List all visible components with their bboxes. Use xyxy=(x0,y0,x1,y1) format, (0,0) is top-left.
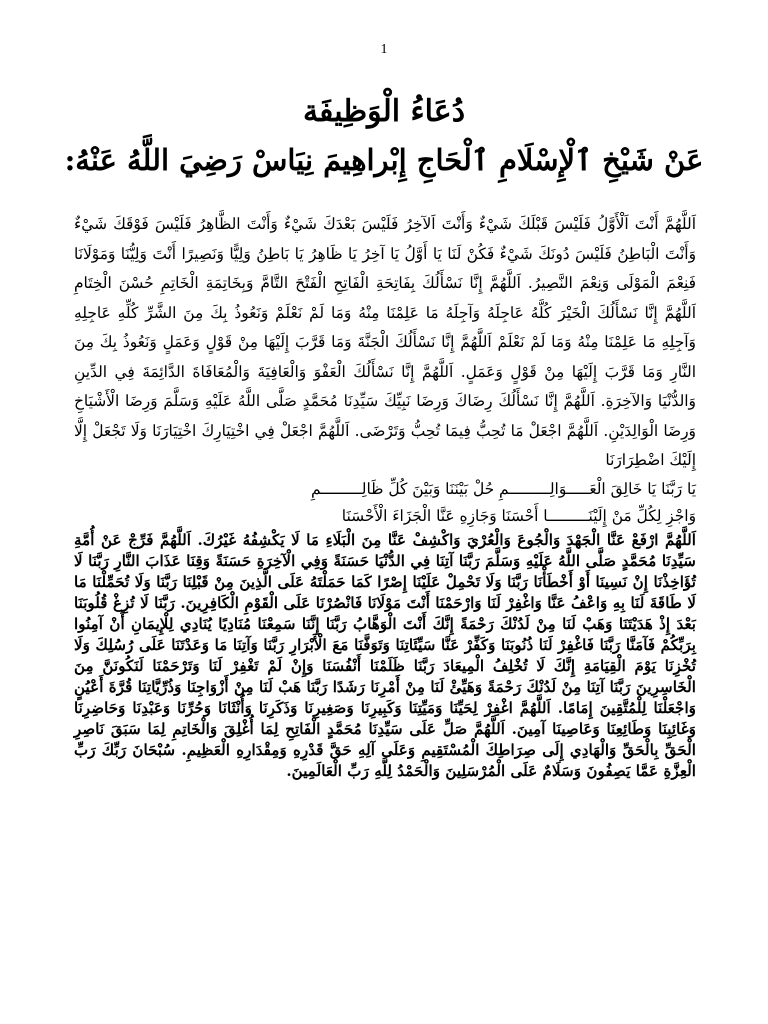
prayer-paragraph: اَللَّهُمَّ أَنْتَ اَلْأَوَّلُ فَلَيْسَ قَبْلَكَ شَيْءٌ وَأَنْتَ اَلآخِرُ فَلَيْسَ بَعْدَكَ شَيْءٌ وَأَنْتَ الظَّاهِرُ فَلَيْسَ فَوْقَكَ شَيْءٌ وَأَنْتَ الْبَاطِنُ فَلَيْسَ دُونَكَ شَيْءٌ فَكُنْ لَنَا يَا أَوَّلُ يَا آخِرُ يَا ظَاهِرُ يَا بَاطِنُ وَلِيًّا وَنَصِيرًا أَنْتَ وَلِيُّنَا وَمَوْلَانَا فَنِعْمَ الْمَوْلَى وَنِعْمَ النَّصِيرُ. اَللَّهُمَّ إِنَّا نَسْأَلُكَ بِفَاتِحَةِ الْفَاتِحِ الْفَتْحَ التَّامَّ وَبِخَاتِمَةِ الْخَاتِمِ حُسْنَ الْخِتَامِ اَللَّهُمَّ إِنَّا نَسْأَلُكَ الْخَيْرَ كُلَّهُ عَاجِلَهُ وَآجِلَهُ مَا عَلِمْنَا مِنْهُ وَمَا لَمْ نَعْلَمْ وَنَعُوذُ بِكَ مِنَ الشَّرِّ كُلِّهِ عَاجِلِهِ وَآجِلِهِ مَا عَلِمْنَا مِنْهُ وَمَا لَمْ نَعْلَمْ اَللَّهُمَّ إِنَّا نَسْأَلُكَ الْجَنَّةَ وَمَا قَرَّبَ إِلَيْهَا مِنْ قَوْلٍ وَعَمَلٍ وَنَعُوذُ بِكَ مِنَ النَّارِ وَمَا قَرَّبَ إِلَيْهَا مِنْ قَوْلٍ وَعَمَلٍ. اَللَّهُمَّ إِنَّا نَسْأَلُكَ الْعَفْوَ وَالْعَافِيَةَ وَالْمُعَافَاةَ الدَّائِمَةَ فِي الدِّينِ وَالدُّنْيَا وَالآخِرَةِ. اَللَّهُمَّ إِنَّا نَسْأَلُكَ رِضَاكَ وَرِضَا نَبِيِّكَ سَيِّدِنَا مُحَمَّدٍ صَلَّى اللَّهُ عَلَيْهِ وَسَلَّمَ وَرِضَا الْأَشْيَاخِ وَرِضَا الْوَالِدَيْنِ. اَللَّهُمَّ اجْعَلْ مَا تُحِبُّ فِيمَا تُحِبُّ وَتَرْضَى. اَللَّهُمَّ اجْعَلْ فِي اخْتِيَارِكَ اخْتِيَارَنَا وَلَا تَجْعَلْ إِلَّا إِلَيْكَ اضْطِرَارَنَا xyxy=(74,215,696,469)
verse-line: يَا رَبَّنَا يَا خَالِقَ الْعَـــــوَالِـــــــــمِ حُلْ بَيْنَنَا وَبَيْنَ كُلِّ ظَالِـــــــــمِ xyxy=(310,479,696,498)
verse-line: وَاجْزِ لِكُلِّ مَنْ إِلَيْنَـــــــــا أَحْسَنَا وَجَازِهِ عَنَّا الْجَزَاءَ الْأَحْسَنَا xyxy=(341,506,696,525)
prayer-text xyxy=(74,210,696,782)
page-number: 1 xyxy=(380,42,388,57)
page-subtitle: عَنْ شَيْخِ ٱلْإِسْلَامِ ٱلْحَاجِ إِبْراهِيمَ نِيَاسْ رَضِيَ اللَّهُ عَنْهُ: xyxy=(64,143,704,177)
heading xyxy=(60,88,708,184)
page-title: دُعَاءُ الْوَظِيفَة xyxy=(302,94,466,129)
prayer-paragraph: اَللَّهُمَّ ارْفَعْ عَنَّا الْجَهْدَ وَالْجُوعَ وَالْعُرْيَ وَاكْشِفْ عَنَّا مِنَ الْبَلَاءِ مَا لَا يَكْشِفُهُ غَيْرُكَ. اَللَّهُمَّ فَرِّجْ عَنْ أُمَّةِ سَيِّدِنَا مُحَمَّدٍ صَلَّى اللَّهُ عَلَيْهِ وَسَلَّمَ رَبَّنَا آتِنَا فِي الدُّنْيَا حَسَنَةً وَفِي الْآخِرَةِ حَسَنَةً وَقِنَا عَذَابَ النَّارِ رَبَّنَا لَا تُؤَاخِذْنَا إِنْ نَسِينَا أَوْ أَخْطَأْنَا رَبَّنَا وَلَا تَحْمِلْ عَلَيْنَا إِصْرًا كَمَا حَمَلْتَهُ عَلَى الَّذِينَ مِنْ قَبْلِنَا رَبَّنَا وَلَا تُحَمِّلْنَا مَا لَا طَاقَةَ لَنَا بِهِ وَاعْفُ عَنَّا وَاغْفِرْ لَنَا وَارْحَمْنَا أَنْتَ مَوْلَانَا فَانْصُرْنَا عَلَى الْقَوْمِ الْكَافِرِينَ. رَبَّنَا لَا تُزِغْ قُلُوبَنَا بَعْدَ إِذْ هَدَيْتَنَا وَهَبْ لَنَا مِنْ لَدُنْكَ رَحْمَةً إِنَّكَ أَنْتَ الْوَهَّابُ رَبَّنَا إِنَّنَا سَمِعْنَا مُنَادِيًا يُنَادِي لِلْإِيمَانِ أَنْ آمِنُوا بِرَبِّكُمْ فَآمَنَّا رَبَّنَا فَاغْفِرْ لَنَا ذُنُوبَنَا وَكَفِّرْ عَنَّا سَيِّئَاتِنَا وَتَوَفَّنَا مَعَ الْأَبْرَارِ رَبَّنَا وَآتِنَا مَا وَعَدْتَنَا عَلَى رُسُلِكَ وَلَا تُخْزِنَا يَوْمَ الْقِيَامَةِ إِنَّكَ لَا تُخْلِفُ الْمِيعَادَ رَبَّنَا ظَلَمْنَا أَنْفُسَنَا وَإِنْ لَمْ تَغْفِرْ لَنَا وَتَرْحَمْنَا لَنَكُونَنَّ مِنَ الْخَاسِرِينَ رَبَّنَا آتِنَا مِنْ لَدُنْكَ رَحْمَةً وَهَيِّئْ لَنَا مِنْ أَمْرِنَا رَشَدًا رَبَّنَا هَبْ لَنَا مِنْ أَزْوَاجِنَا وَذُرِّيَّاتِنَا قُرَّةَ أَعْيُنٍ وَاجْعَلْنَا لِلْمُتَّقِينَ إِمَامًا. اَللَّهُمَّ اغْفِرْ لِحَيِّنَا وَمَيِّتِنَا وَكَبِيرِنَا وَصَغِيرِنَا وَذَكَرِنَا وَأُنْثَانَا وَحُرِّنَا وَعَبْدِنَا وَحَاضِرِنَا وَغَائِبِنَا وَطَائِعِنَا وَعَاصِينَا آمِينَ. اَللَّهُمَّ صَلِّ عَلَى سَيِّدِنَا مُحَمَّدٍ الْفَاتِحِ لِمَا أُغْلِقَ وَالْخَاتِمِ لِمَا سَبَقَ نَاصِرِ الْحَقِّ بِالْحَقِّ وَالْهَادِي إِلَى صِرَاطِكَ الْمُسْتَقِيمِ وَعَلَى آلِهِ حَقَّ قَدْرِهِ وَمِقْدَارِهِ الْعَظِيمِ. سُبْحَانَ رَبِّكَ رَبِّ الْعِزَّةِ عَمَّا يَصِفُونَ وَسَلَامٌ عَلَى الْمُرْسَلِينَ وَالْحَمْدُ لِلَّهِ رَبِّ الْعَالَمِينَ. xyxy=(74,530,696,780)
